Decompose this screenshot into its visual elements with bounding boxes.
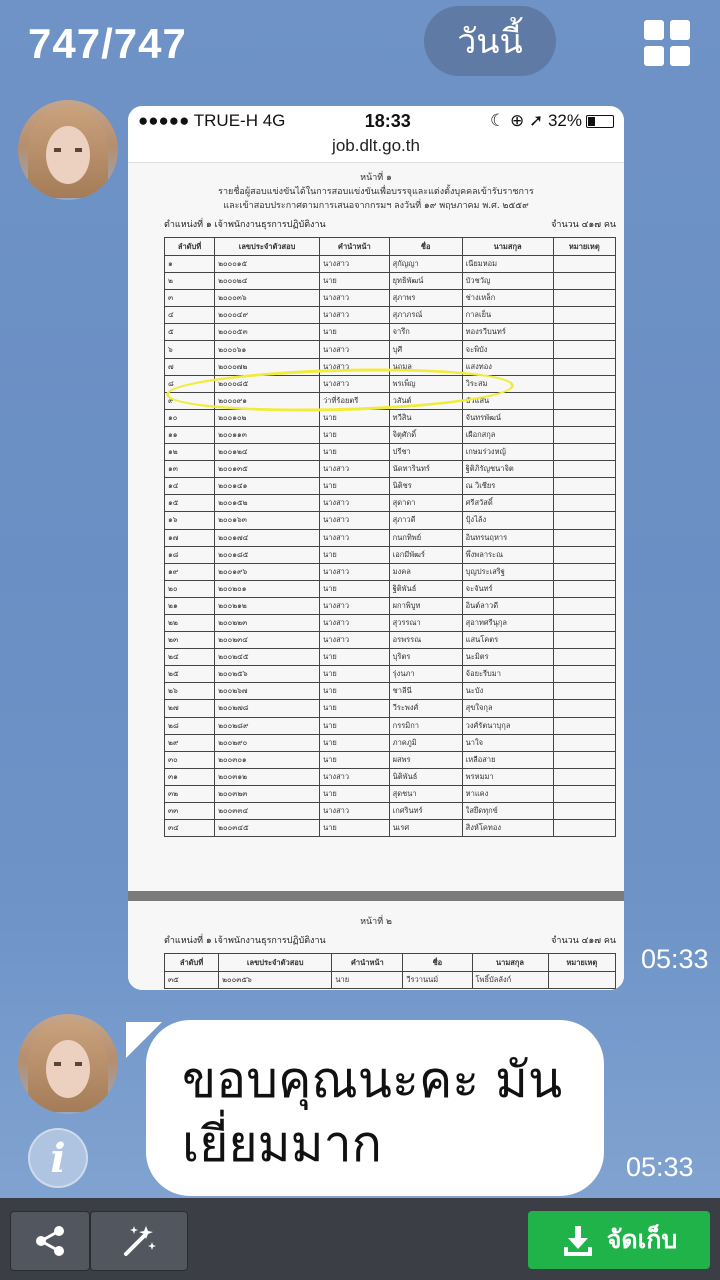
table-row: [165, 563, 616, 580]
table-cell: รุ่งนภา: [389, 666, 462, 683]
table-cell: ๒๐๐๑๔๑: [215, 478, 320, 495]
table-cell: ปุ้งไล้ง: [462, 512, 553, 529]
table-cell: ช่างเหล็ก: [462, 290, 553, 307]
table-cell: เกษมร่วงหญ้: [462, 444, 553, 461]
table-cell: ๓๔: [165, 820, 215, 837]
table-cell: ๒๐๐๓๓๔: [215, 803, 320, 820]
table-cell: ๒๕: [165, 666, 215, 683]
table-cell: [553, 358, 616, 375]
document-page-2: [128, 901, 624, 990]
table-cell: วีระพงศ์: [389, 700, 462, 717]
table-cell: ภาคภูมิ: [389, 734, 462, 751]
table-cell: นางสาว: [320, 358, 390, 375]
status-icons: ☾ ⊕ ➚ 32%: [490, 111, 582, 130]
table-cell: [553, 632, 616, 649]
table-header-cell: คำนำหน้า: [320, 238, 390, 256]
table-cell: อรพรรณ: [389, 632, 462, 649]
share-icon: [32, 1223, 68, 1259]
table-cell: [553, 290, 616, 307]
table-cell: ๒๐๐๐๔๙: [215, 307, 320, 324]
doc-count: จำนวน ๔๑๗ คน: [551, 220, 616, 230]
table-cell: พรหมมา: [462, 768, 553, 785]
photo-url: job.dlt.go.th: [332, 136, 420, 155]
table-cell: นาย: [320, 580, 390, 597]
table-cell: นาย: [320, 273, 390, 290]
table-cell: ๒๒: [165, 614, 215, 631]
table-cell: ๒๑: [165, 597, 215, 614]
table-cell: สุอาทศรีนุกุล: [462, 614, 553, 631]
table-cell: ๓๑: [165, 768, 215, 785]
table-cell: [553, 324, 616, 341]
carrier-label: ●●●●● TRUE-H 4G: [138, 111, 286, 130]
table-header-cell: หมายเหตุ: [553, 238, 616, 256]
table-row: [165, 426, 616, 443]
table-cell: ๒๐๐๑๗๔: [215, 529, 320, 546]
table-cell: จะพิบัง: [462, 341, 553, 358]
table-cell: [553, 785, 616, 802]
bottom-toolbar: [0, 1198, 720, 1280]
table-cell: [553, 529, 616, 546]
effects-button[interactable]: [90, 1211, 188, 1271]
table-cell: นางสาว: [320, 768, 390, 785]
doc-title-line2: และเข้าสอบประกาศตามการเสนอจากกรมฯ ลงวันที่ ๑๙ พฤษภาคม พ.ศ. ๒๕๕๙: [223, 201, 529, 211]
table-cell: ทวีสิน: [389, 409, 462, 426]
table-cell: จ้อยะรีบมา: [462, 666, 553, 683]
table-cell: ๒๙: [165, 734, 215, 751]
table-cell: บุริตร: [389, 649, 462, 666]
table-header-cell: ชื่อ: [403, 954, 472, 972]
table-cell: สุดาดา: [389, 495, 462, 512]
table-cell: ๖: [165, 341, 215, 358]
grid-icon[interactable]: [644, 20, 690, 66]
table-cell: ๑๔: [165, 478, 215, 495]
table-cell: เกศรินทร์: [389, 803, 462, 820]
table-cell: สุภาวดี: [389, 512, 462, 529]
table-cell: นะบัง: [462, 683, 553, 700]
table-cell: นาย: [320, 324, 390, 341]
table-row: [165, 461, 616, 478]
doc2-count: จำนวน ๔๑๗ คน: [551, 936, 616, 946]
table-cell: [553, 734, 616, 751]
table-cell: [553, 649, 616, 666]
photo-status-bar: [128, 106, 624, 136]
table-row: [165, 649, 616, 666]
table-cell: [553, 256, 616, 273]
table-row: [165, 256, 616, 273]
table-cell: แสนโคตร: [462, 632, 553, 649]
table-row: [165, 478, 616, 495]
table-cell: ๒๐: [165, 580, 215, 597]
table-cell: ๒๐๐๒๗๘: [215, 700, 320, 717]
table-cell: อินทรนฤหาร: [462, 529, 553, 546]
battery-icon: [586, 115, 614, 128]
table-cell: ผสพร: [389, 751, 462, 768]
table-cell: นเรศ: [389, 820, 462, 837]
table-cell: ๓๓: [165, 803, 215, 820]
table-header-cell: เลขประจำตัวสอบ: [219, 954, 332, 972]
save-label: จัดเก็บ: [606, 1225, 678, 1254]
table-cell: มงคล: [389, 563, 462, 580]
table-cell: ๑๙: [165, 563, 215, 580]
table-cell: ๒๖: [165, 683, 215, 700]
table-row: [165, 683, 616, 700]
table-cell: ผกาพิบูท: [389, 597, 462, 614]
table-cell: ยุทธิพัฒน์: [389, 273, 462, 290]
download-icon: [561, 1223, 595, 1257]
table-cell: นิติชร: [389, 478, 462, 495]
table-cell: นางสาว: [320, 512, 390, 529]
table-cell: ศรีสวัสดิ์: [462, 495, 553, 512]
table-cell: ๒๐๐๒๑๒: [215, 597, 320, 614]
table-header-cell: คำนำหน้า: [332, 954, 403, 972]
table-cell: ๒๐๐๑๑๓: [215, 426, 320, 443]
table-row: [165, 307, 616, 324]
table-row: [165, 614, 616, 631]
table-cell: ๒๐๐๐๘๕: [215, 375, 320, 392]
table-cell: ๒๐๐๑๙๖: [215, 563, 320, 580]
table-cell: นาย: [320, 700, 390, 717]
table-cell: [553, 580, 616, 597]
table-cell: พรเพ็ญ: [389, 375, 462, 392]
table-cell: ๒๗: [165, 700, 215, 717]
table-row: [165, 803, 616, 820]
table-cell: ว่าที่ร้อยตรี: [320, 392, 390, 409]
table-cell: หาแคง: [462, 785, 553, 802]
table-row: [165, 290, 616, 307]
table-cell: [553, 614, 616, 631]
table-cell: นางสาว: [320, 632, 390, 649]
table-cell: ๒๐๐๒๙๐: [215, 734, 320, 751]
table-cell: ๙: [165, 392, 215, 409]
table-cell: ณ วิเชียร: [462, 478, 553, 495]
table-cell: [553, 375, 616, 392]
table-cell: ๒๐๐๒๐๑: [215, 580, 320, 597]
table-cell: ๒๔: [165, 649, 215, 666]
table-cell: [553, 512, 616, 529]
table-cell: ๑๗: [165, 529, 215, 546]
photo-message[interactable]: [128, 106, 624, 990]
table-cell: เนียมหอม: [462, 256, 553, 273]
table-cell: ๑๖: [165, 512, 215, 529]
table-cell: จะจันทร์: [462, 580, 553, 597]
avatar[interactable]: [18, 1014, 118, 1114]
table-row: [165, 409, 616, 426]
table-cell: ๒๐๐๒๔๕: [215, 649, 320, 666]
table-cell: นางสาว: [320, 803, 390, 820]
table-cell: ฐิติภิรัญชนาจิต: [462, 461, 553, 478]
table-cell: ๑๘: [165, 546, 215, 563]
table-row: [165, 820, 616, 837]
table-cell: ๒๐๐๑๖๓: [215, 512, 320, 529]
date-label[interactable]: วันนี้: [424, 6, 556, 76]
table-cell: ๒๐๐๑๘๕: [215, 546, 320, 563]
table-cell: เหลือสาย: [462, 751, 553, 768]
table-cell: บุญประเสริฐ: [462, 563, 553, 580]
table-cell: นาย: [320, 820, 390, 837]
table-cell: ๒๐๐๐๑๕: [215, 256, 320, 273]
table-cell: นางสาว: [320, 529, 390, 546]
table-cell: บุศี: [389, 341, 462, 358]
table-cell: ๒๐๐๐๓๖: [215, 290, 320, 307]
table-cell: นัดทารินทร์: [389, 461, 462, 478]
photo-timestamp: 05:33: [641, 944, 709, 974]
table-row: [165, 666, 616, 683]
candidate-table: [164, 237, 616, 837]
table-cell: นางสาว: [320, 563, 390, 580]
table-cell: สุภาพร: [389, 290, 462, 307]
table-header-cell: นามสกุล: [462, 238, 553, 256]
table-row: [165, 580, 616, 597]
table-cell: สุภาภรณ์: [389, 307, 462, 324]
table-row: [165, 529, 616, 546]
table-cell: นาย: [320, 426, 390, 443]
table-cell: [553, 700, 616, 717]
table-cell: [553, 683, 616, 700]
table-cell: [553, 666, 616, 683]
table-row: [165, 717, 616, 734]
table-cell: [553, 546, 616, 563]
table-cell: บัวแสน: [462, 392, 553, 409]
table-row: [165, 324, 616, 341]
table-cell: [553, 597, 616, 614]
table-header-cell: ชื่อ: [389, 238, 462, 256]
table-header-cell: เลขประจำตัวสอบ: [215, 238, 320, 256]
image-counter: 747/747: [28, 20, 187, 67]
table-cell: ๑๐: [165, 409, 215, 426]
table-cell: [553, 495, 616, 512]
table-cell: สุวรรณา: [389, 614, 462, 631]
table-cell: วงศ์รัตนาบุกุล: [462, 717, 553, 734]
table-cell: [553, 717, 616, 734]
table-cell: นางสาว: [320, 461, 390, 478]
table-cell: นางสาว: [320, 341, 390, 358]
table-row: [165, 341, 616, 358]
table-cell: [553, 444, 616, 461]
table-cell: กนกทิพย์: [389, 529, 462, 546]
table-cell: กรรมิกา: [389, 717, 462, 734]
table-cell: ๑๑: [165, 426, 215, 443]
table-row: [165, 632, 616, 649]
table-cell: [553, 307, 616, 324]
table-cell: นะมิตร: [462, 649, 553, 666]
magic-wand-icon: [120, 1222, 158, 1260]
table-cell: นาย: [332, 972, 403, 989]
save-button[interactable]: [528, 1211, 710, 1269]
table-cell: เผือกสกุล: [462, 426, 553, 443]
table-header-cell: ลำดับที่: [165, 238, 215, 256]
table-row: [165, 785, 616, 802]
table-cell: ๒๐๐๑๐๒: [215, 409, 320, 426]
table-cell: ๒๐๐๒๘๙: [215, 717, 320, 734]
table-cell: ๔: [165, 307, 215, 324]
avatar[interactable]: [18, 100, 118, 200]
table-cell: พึ่งพลาระณ: [462, 546, 553, 563]
share-button[interactable]: [10, 1211, 90, 1271]
table-row: [165, 751, 616, 768]
table-cell: นาย: [320, 546, 390, 563]
table-cell: กาลเย็น: [462, 307, 553, 324]
table-cell: ๑๒: [165, 444, 215, 461]
table-cell: นาย: [320, 409, 390, 426]
table-cell: นางสาว: [320, 256, 390, 273]
table-cell: นฤมล: [389, 358, 462, 375]
table-cell: [553, 409, 616, 426]
text-message[interactable]: ขอบคุณนะคะ มันเยี่ยมมาก: [146, 1020, 604, 1196]
table-cell: ทองรวีบนทร์: [462, 324, 553, 341]
table-cell: นางสาว: [320, 614, 390, 631]
table-cell: [553, 461, 616, 478]
table-header-cell: ลำดับที่: [165, 954, 219, 972]
table-cell: ๒๓: [165, 632, 215, 649]
table-cell: [553, 820, 616, 837]
table-cell: จันทรพัฒน์: [462, 409, 553, 426]
table-cell: ๒๐๐๐๒๔: [215, 273, 320, 290]
table-cell: โพธิ์บัลลังก์: [472, 972, 548, 989]
table-row: [165, 700, 616, 717]
table-row: [165, 734, 616, 751]
table-row: [165, 273, 616, 290]
table-cell: ๓๒: [165, 785, 215, 802]
table-cell: นาย: [320, 478, 390, 495]
table-cell: ๒๐๐๒๖๗: [215, 683, 320, 700]
table-cell: ๘: [165, 375, 215, 392]
table-cell: ๑๕: [165, 495, 215, 512]
table-cell: แสงทอง: [462, 358, 553, 375]
table-cell: ๗: [165, 358, 215, 375]
table-cell: ๓๐: [165, 751, 215, 768]
table-cell: เอกมีพัฒร์: [389, 546, 462, 563]
table-cell: วีรวานนม์: [403, 972, 472, 989]
doc2-page-label: หน้าที่ ๒: [360, 917, 392, 927]
table-cell: นาใจ: [462, 734, 553, 751]
table-cell: ๒๐๐๒๒๓: [215, 614, 320, 631]
table-cell: ๓๕: [165, 972, 219, 989]
table-cell: ๑๓: [165, 461, 215, 478]
table-cell: สุขใจกุล: [462, 700, 553, 717]
table-cell: ๒๐๐๒๕๖: [215, 666, 320, 683]
table-cell: [553, 803, 616, 820]
table-cell: [553, 478, 616, 495]
table-row: [165, 546, 616, 563]
table-cell: ๒๐๐๓๔๕: [215, 820, 320, 837]
table-header-cell: นามสกุล: [472, 954, 548, 972]
table-cell: จารึก: [389, 324, 462, 341]
table-cell: นาย: [320, 751, 390, 768]
table-cell: [553, 426, 616, 443]
table-cell: สุดชนา: [389, 785, 462, 802]
table-cell: นาย: [320, 444, 390, 461]
table-cell: [553, 768, 616, 785]
table-cell: ๒: [165, 273, 215, 290]
table-cell: ๑: [165, 256, 215, 273]
table-cell: ชาลีนี: [389, 683, 462, 700]
table-row: [165, 512, 616, 529]
table-cell: นาย: [320, 717, 390, 734]
table-row: [165, 597, 616, 614]
table-cell: [553, 341, 616, 358]
table-cell: จิตุศักดิ์: [389, 426, 462, 443]
table-cell: [553, 751, 616, 768]
doc2-section: ตำแหน่งที่ ๑ เจ้าพนักงานธุรการปฏิบัติงาน: [164, 936, 326, 946]
table-cell: นาย: [320, 785, 390, 802]
table-cell: [553, 273, 616, 290]
table-row: [165, 768, 616, 785]
doc-section: ตำแหน่งที่ ๑ เจ้าพนักงานธุรการปฏิบัติงาน: [164, 220, 326, 230]
table-cell: [548, 972, 615, 989]
text-timestamp: 05:33: [626, 1152, 694, 1182]
document-page: [128, 162, 624, 891]
table-row: [165, 972, 616, 989]
table-cell: บัวชวัญ: [462, 273, 553, 290]
table-cell: ฐิติพันธ์: [389, 580, 462, 597]
table-cell: นางสาว: [320, 290, 390, 307]
table-cell: ๒๘: [165, 717, 215, 734]
table-cell: [553, 563, 616, 580]
table-cell: ๒๐๐๑๒๔: [215, 444, 320, 461]
table-cell: นิติพันธ์: [389, 768, 462, 785]
info-icon[interactable]: i: [28, 1128, 88, 1188]
table-cell: ๒๐๐๐๕๓: [215, 324, 320, 341]
table-cell: สิงห์โคทอง: [462, 820, 553, 837]
table-cell: ๒๐๐๓๑๒: [215, 768, 320, 785]
table-cell: ๒๐๐๑๕๒: [215, 495, 320, 512]
table-cell: วิระสม: [462, 375, 553, 392]
clock-label: 18:33: [364, 110, 411, 131]
table-cell: ๒๐๐๒๓๔: [215, 632, 320, 649]
table-cell: ปรีชา: [389, 444, 462, 461]
table-cell: ๒๐๐๑๓๕: [215, 461, 320, 478]
candidate-table-2: [164, 953, 616, 989]
doc-title-line1: รายชื่อผู้สอบแข่งขันได้ในการสอบแข่งขันเพื่อบรรจุและแต่งตั้งบุคคลเข้ารับราชการ: [218, 187, 534, 197]
table-cell: วสันต์: [389, 392, 462, 409]
table-row: [165, 444, 616, 461]
table-header-cell: หมายเหตุ: [548, 954, 615, 972]
table-cell: สุกัญญา: [389, 256, 462, 273]
table-row: [165, 495, 616, 512]
table-cell: ๒๐๐๐๖๑: [215, 341, 320, 358]
table-cell: ใสยึดทุกข์: [462, 803, 553, 820]
table-cell: นาย: [320, 649, 390, 666]
table-cell: ๒๐๐๐๗๒: [215, 358, 320, 375]
table-cell: ๒๐๐๓๐๑: [215, 751, 320, 768]
table-cell: นางสาว: [320, 307, 390, 324]
table-cell: ๒๐๐๐๙๑: [215, 392, 320, 409]
table-cell: นาย: [320, 683, 390, 700]
table-cell: นาย: [320, 666, 390, 683]
table-cell: อินต์ลาวดี: [462, 597, 553, 614]
table-cell: นางสาว: [320, 495, 390, 512]
table-cell: ๒๐๐๓๒๓: [215, 785, 320, 802]
doc-page-label: หน้าที่ ๑: [360, 173, 392, 183]
table-cell: นาย: [320, 734, 390, 751]
table-cell: ๓: [165, 290, 215, 307]
table-cell: [553, 392, 616, 409]
table-cell: นางสาว: [320, 597, 390, 614]
table-cell: นางสาว: [320, 375, 390, 392]
table-cell: ๕: [165, 324, 215, 341]
table-cell: ๒๐๐๓๕๖: [219, 972, 332, 989]
